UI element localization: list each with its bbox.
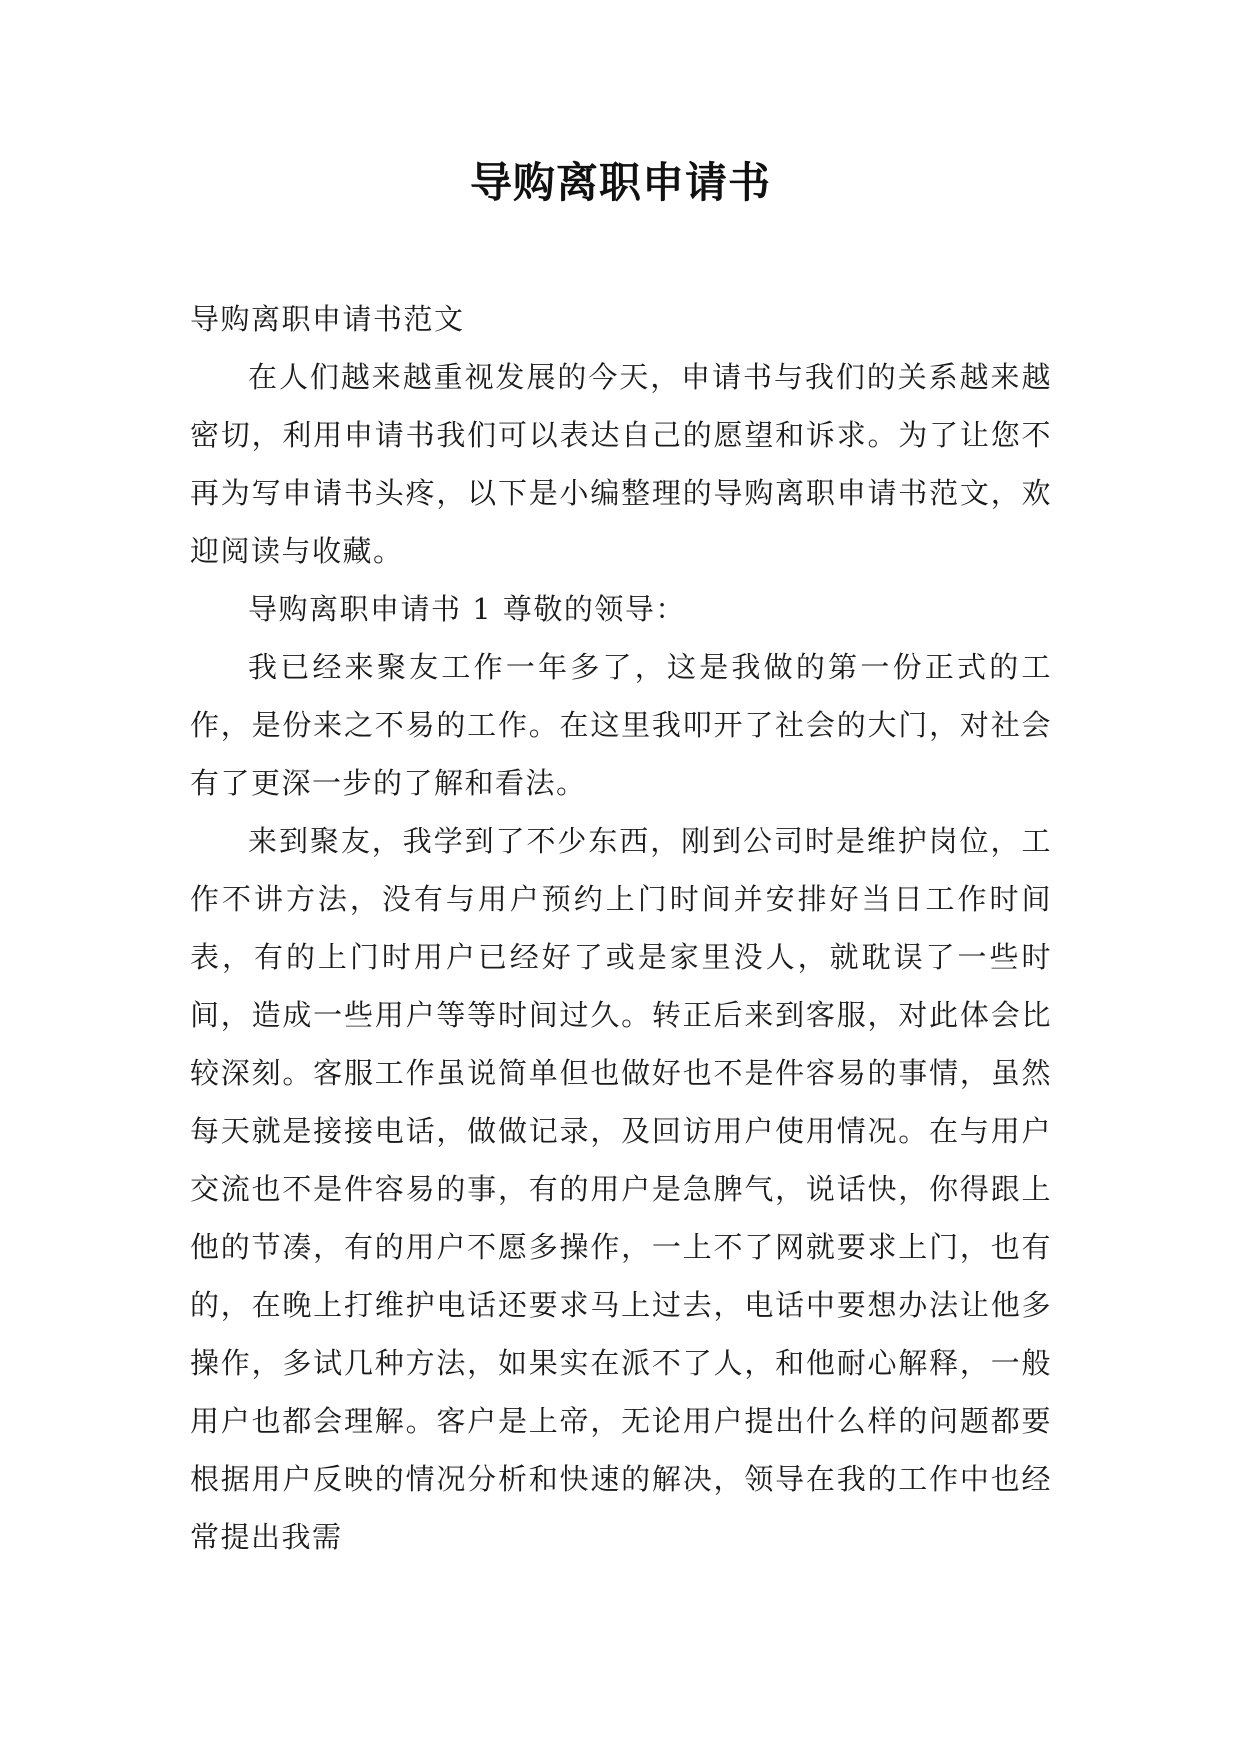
document-body [190,290,1052,1566]
paragraph-experience: 来到聚友，我学到了不少东西，刚到公司时是维护岗位，工作不讲方法，没有与用户预约上门时间并安排好当日工作时间表，有的上门时用户已经好了或是家里没人，就耽误了一些时间，造成一些用户等等时间过久。转正后来到客服，对此体会比较深刻。客服工作虽说简单但也做好也不是件容易的事情，虽然每天就是接接电话，做做记录，及回访用户使用情况。在与用户交流也不是件容易的事，有的用户是急脾气，说话快，你得跟上他的节凑，有的用户不愿多操作，一上不了网就要求上门，也有的，在晚上打维护电话还要求马上过去，电话中要想办法让他多操作，多试几种方法，如果实在派不了人，和他耐心解释，一般用户也都会理解。客户是上帝，无论用户提出什么样的问题都要根据用户反映的情况分析和快速的解决，领导在我的工作中也经常提出我需 [190,824,1052,1554]
paragraph-work-history: 我已经来聚友工作一年多了，这是我做的第一份正式的工作，是份来之不易的工作。在这里我叩开了社会的大门，对社会有了更深一步的了解和看法。 [190,650,1052,800]
document-subtitle: 导购离职申请书范文 [190,302,465,336]
paragraph-intro: 在人们越来越重视发展的今天，申请书与我们的关系越来越密切，利用申请书我们可以表达自己的愿望和诉求。为了让您不再为写申请书头疼，以下是小编整理的导购离职申请书范文，欢迎阅读与收藏。 [190,360,1052,568]
paragraph-salutation: 导购离职申请书 1 尊敬的领导： [248,592,686,626]
document-title: 导购离职申请书 [469,158,771,207]
